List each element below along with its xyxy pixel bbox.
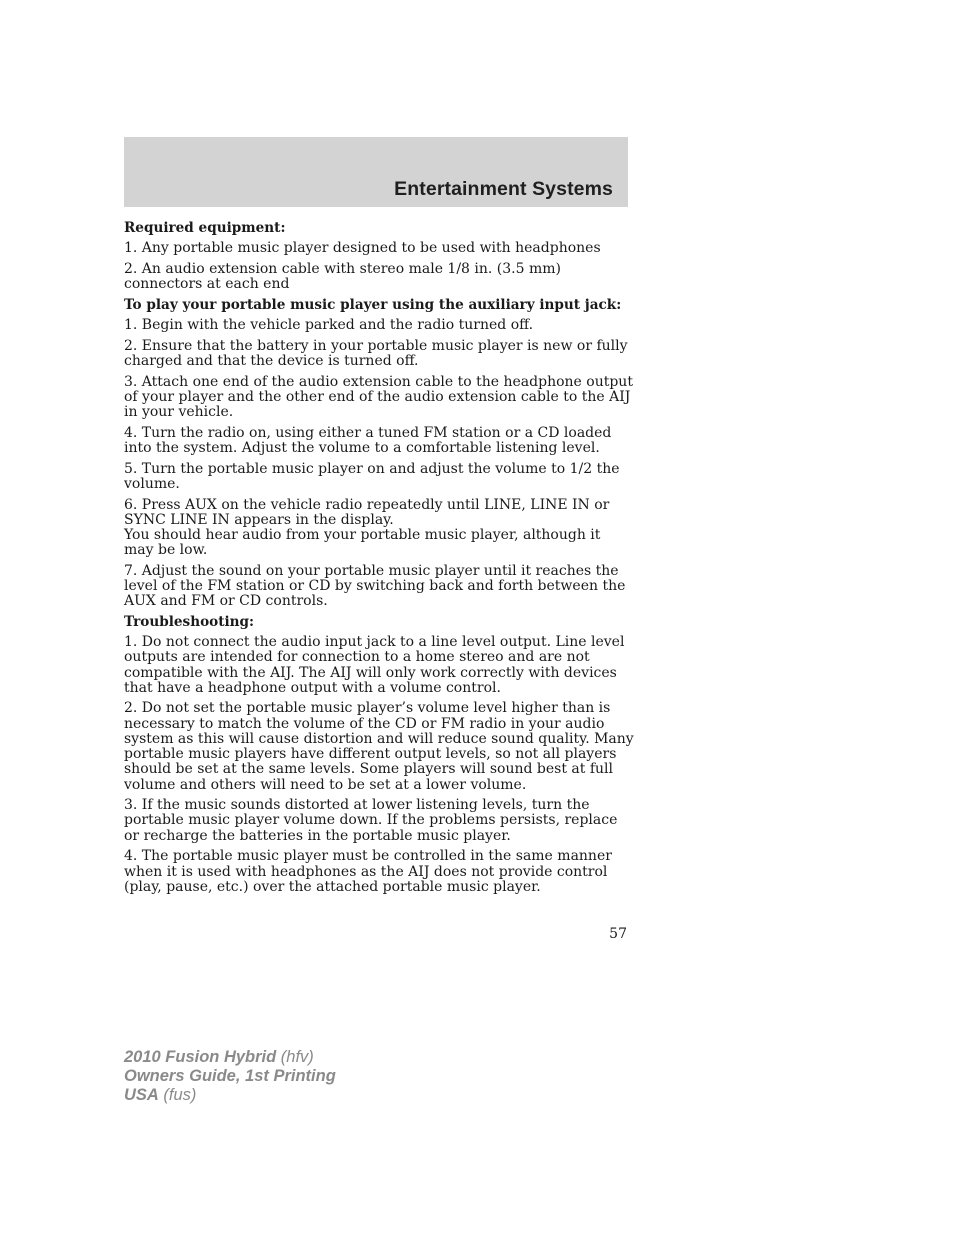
play-step: 4. Turn the radio on, using either a tuned FM station or a CD loaded into the system. Adjust the volume to a comfortable listening level.: [124, 424, 612, 456]
footer-printing: Owners Guide, 1st Printing: [124, 1067, 336, 1085]
page-number: 57: [609, 926, 627, 942]
troubleshooting-item: 2. Do not set the portable music player’s volume level higher than is necessary to match the volume of the CD or FM radio in your audio system as this will cause distortion and will reduce sound quality. Many portable music players have different output levels, so not all players should be set at the same levels. Some players will sound best at full volume and others will need to be set at a lower volume.: [124, 700, 634, 793]
footer-line-1: [124, 1048, 336, 1067]
footer-line-2: [124, 1067, 336, 1086]
troubleshooting-item: 1. Do not connect the audio input jack to a line level output. Line level outputs are intended for connection to a home stereo and are not compatible with the AIJ. The AIJ will only work correctly with devices that have a headphone output with a volume control.: [124, 634, 625, 696]
required-item: 2. An audio extension cable with stereo male 1/8 in. (3.5 mm) connectors at each end: [124, 260, 562, 293]
section-header-band: [124, 137, 628, 207]
page-content: [124, 221, 634, 900]
play-step: 1. Begin with the vehicle parked and the radio turned off.: [124, 317, 534, 334]
footer-model-code: (hfv): [276, 1048, 314, 1066]
play-step: 2. Ensure that the battery in your portable music player is new or fully charged and that the device is turned off.: [124, 337, 628, 369]
troubleshooting-heading: Troubleshooting:: [124, 613, 255, 630]
required-item: 1. Any portable music player designed to be used with headphones: [124, 240, 601, 257]
section-title: Entertainment Systems: [394, 178, 613, 200]
play-step-note: You should hear audio from your portable music player, although it may be low.: [124, 526, 601, 559]
footer-market-code: (fus): [158, 1086, 197, 1104]
footer-line-3: [124, 1086, 336, 1105]
footer-market: USA: [124, 1086, 159, 1104]
play-step: 3. Attach one end of the audio extension cable to the headphone output of your player and the other end of the audio extension cable to the AIJ in your vehicle.: [124, 373, 633, 421]
required-equipment-heading: Required equipment:: [124, 220, 286, 236]
footer-model: 2010 Fusion Hybrid: [124, 1048, 277, 1066]
troubleshooting-item: 4. The portable music player must be controlled in the same manner when it is used with headphones as the AIJ does not provide control (play, pause, etc.) over the attached portable music player.: [124, 848, 612, 895]
play-step: 6. Press AUX on the vehicle radio repeatedly until LINE, LINE IN or SYNC LINE IN appears in the display.: [124, 496, 610, 528]
play-step: 7. Adjust the sound on your portable music player until it reaches the level of the FM station or CD by switching back and forth between the AUX and FM or CD controls.: [124, 562, 626, 610]
play-instructions-heading: To play your portable music player using the auxiliary input jack:: [124, 296, 622, 313]
play-step: 5. Turn the portable music player on and adjust the volume to 1/2 the volume.: [124, 460, 620, 492]
troubleshooting-item: 3. If the music sounds distorted at lower listening levels, turn the portable music player volume down. If the problems persists, replace or recharge the batteries in the portable music player.: [124, 797, 618, 844]
document-footer: [124, 1048, 336, 1105]
